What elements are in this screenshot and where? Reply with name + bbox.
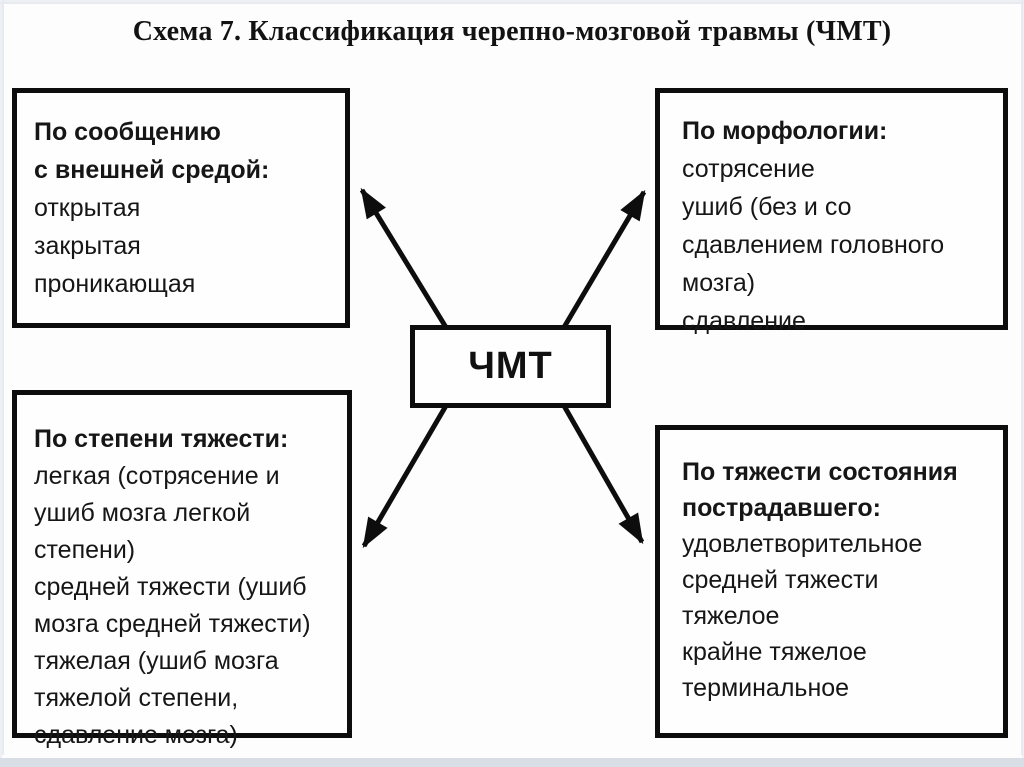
box-item: тяжелая (ушиб мозга тяжелой степени, сдавление мозга) [34,647,279,749]
arrow-to-external-environment-box [362,190,447,329]
box-item: тяжелое [682,602,780,630]
box-header-line: По тяжести состояния [682,458,958,486]
bottom-edge-strip [0,758,1024,767]
box-item: легкая (сотрясение и ушиб мозга легкой степени) [34,462,280,564]
box-external-environment [12,88,350,328]
box-header-line: По морфологии: [682,117,888,145]
box-item: удовлетворительное [682,530,923,558]
arrow-to-morphology-box [563,192,644,329]
top-edge-line [0,2,1024,4]
arrow-to-victim-condition-box [563,404,642,542]
box-header-line: По степени тяжести: [34,425,289,453]
box-item: сотрясение [682,155,815,183]
box-item: проникающая [34,270,196,298]
box-item: сдавление [682,307,806,335]
box-item: закрытая [34,232,141,260]
central-node-chmt [410,325,611,408]
left-edge-line [2,0,4,755]
box-item: терминальное [682,674,850,702]
box-item: открытая [34,194,141,222]
box-morphology [655,88,1008,335]
box-item: ушиб (без и со сдавлением головного мозга) [682,193,945,297]
central-node-label: ЧМТ [468,345,553,387]
box-item: средней тяжести (ушиб мозга средней тяжести) [34,573,311,638]
box-victim-condition [655,425,1008,738]
arrow-to-severity-degree-box [364,404,447,546]
box-severity-degree [12,390,352,749]
box-header-line: По сообщению [34,118,221,146]
box-item: крайне тяжелое [682,638,867,666]
page-title: Схема 7. Классификация черепно-мозговой травмы (ЧМТ) [132,16,892,47]
box-header-line: пострадавшего: [682,494,881,522]
box-header-line: с внешней средой: [34,156,270,184]
right-edge-line [1021,0,1023,755]
box-item: средней тяжести [682,566,879,594]
